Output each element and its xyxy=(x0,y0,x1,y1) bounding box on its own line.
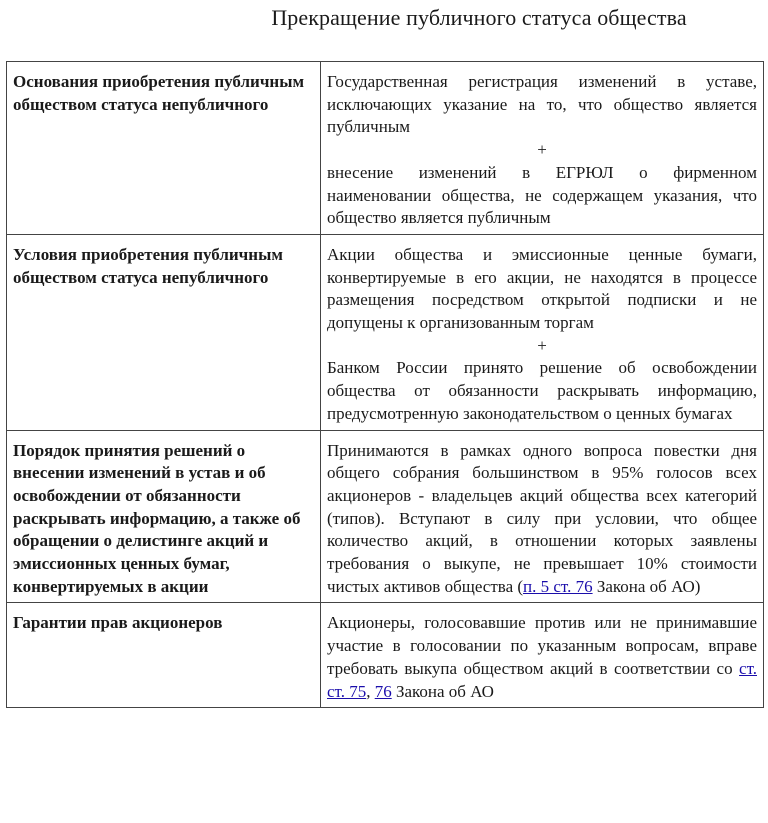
content-text: Принимаются в рамках одного вопроса повестки дня общего собрания большинством в 95% голосов всех акционеров - владельцев акций общества всех категорий (типов). Вступают в силу при условии, что общее количество акций, в отношении которых заявлены требования о выкупе, не превышает 10% стоимости чистых активов общества ( xyxy=(327,440,757,596)
row-content-guarantees xyxy=(321,603,764,708)
row-content-grounds xyxy=(321,62,764,235)
row-content-conditions xyxy=(321,234,764,430)
content-text: Закона об АО) xyxy=(592,576,701,596)
law-link-p5-st76[interactable]: п. 5 ст. 76 xyxy=(523,576,593,596)
separator-text: , xyxy=(366,681,375,701)
content-part: внесение изменений в ЕГРЮЛ о фирменном наименовании общества, не содержащем указания, что общество является публичным xyxy=(327,162,757,228)
table-row xyxy=(7,603,764,708)
content-part: Акции общества и эмиссионные ценные бумаги, конвертируемые в его акции, не находятся в процессе размещения посредством открытой подписки и не допущены к организованным торгам xyxy=(327,244,757,333)
content-part: Банком России принято решение об освобождении общества от обязанности раскрывать информацию, предусмотренную законодательством о ценных бумагах xyxy=(327,358,757,423)
row-label-conditions: Условия приобретения публичным обществом статуса непубличного xyxy=(7,234,321,430)
table-row xyxy=(7,234,764,430)
law-link-st75[interactable]: ст. ст. 75 xyxy=(327,658,757,701)
content-part: Государственная регистрация изменений в уставе, исключающих указание на то, что общество является публичным xyxy=(327,72,757,137)
status-table xyxy=(6,61,764,708)
row-label-guarantees: Гарантии прав акционеров xyxy=(7,603,321,708)
plus-sign: + xyxy=(537,140,547,160)
plus-sign: + xyxy=(537,335,547,355)
row-content-procedure xyxy=(321,430,764,603)
row-label-grounds: Основания приобретения публичным обществом статуса непубличного xyxy=(7,62,321,235)
table-row xyxy=(7,430,764,603)
content-text: Акционеры, голосовавшие против или не принимавшие участие в голосовании по указанным вопросам, вправе требовать выкупа обществом акций в соответствии со xyxy=(327,613,757,678)
law-link-st76[interactable]: 76 xyxy=(374,681,392,701)
row-label-procedure: Порядок принятия решений о внесении изменений в устав и об освобождении от обязанности раскрывать информацию, а также об обращении о делистинге акций и эмиссионных ценных бумаг, конвертируемых в акции xyxy=(7,430,321,603)
table-row xyxy=(7,62,764,235)
page-title: Прекращение публичного статуса общества xyxy=(271,5,687,30)
content-text: Закона об АО xyxy=(391,681,494,701)
